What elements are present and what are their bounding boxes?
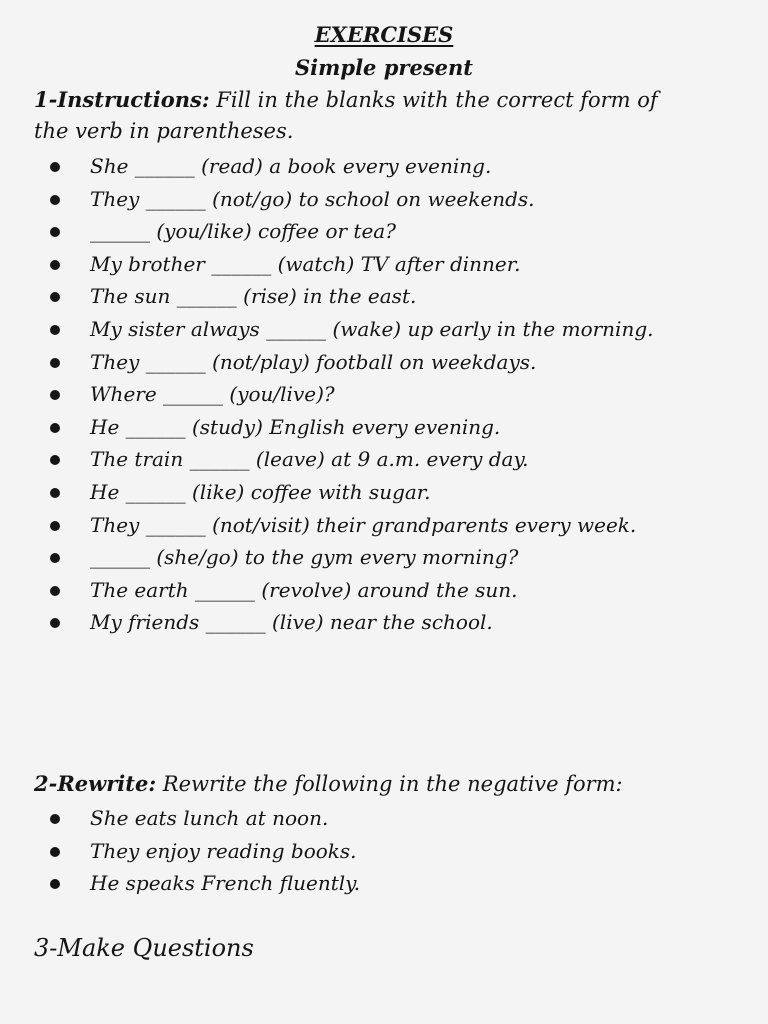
- bullet-icon: [50, 423, 60, 433]
- list-item: [0, 280, 690, 313]
- section2-list: [0, 802, 690, 900]
- section1-heading: [34, 87, 658, 112]
- section2-label: 2-Rewrite: [34, 771, 149, 796]
- bullet-icon: [50, 162, 60, 172]
- list-item-text: She eats lunch at noon.: [90, 806, 329, 830]
- list-item-text: The sun ______ (rise) in the east.: [90, 284, 417, 309]
- list-item: [0, 346, 690, 379]
- bullet-icon: [50, 195, 60, 205]
- bullet-icon: [50, 618, 60, 628]
- section3-heading: 3-Make Questions: [34, 934, 254, 962]
- list-item: [0, 867, 690, 900]
- list-item: [0, 183, 690, 216]
- list-item: [0, 541, 690, 574]
- list-item: [0, 411, 690, 444]
- list-item: [0, 835, 690, 868]
- list-item-text: He speaks French fluently.: [90, 871, 361, 896]
- list-item-text: The earth ______ (revolve) around the sun.: [90, 577, 518, 602]
- bullet-icon: [50, 260, 60, 270]
- list-item-text: My brother ______ (watch) TV after dinner.: [90, 251, 521, 276]
- list-item-text: They ______ (not/visit) their grandparents every week.: [90, 512, 637, 537]
- list-item-text: They ______ (not/go) to school on weekends.: [90, 186, 535, 211]
- list-item-text: My friends ______ (live) near the school.: [90, 610, 493, 635]
- list-item-text: He ______ (like) coffee with sugar.: [90, 479, 431, 504]
- list-item: [0, 443, 690, 476]
- bullet-icon: [50, 488, 60, 498]
- section1-instruction-line2: the verb in parentheses.: [34, 119, 294, 143]
- list-item-text: ______ (you/like) coffee or tea?: [90, 219, 396, 244]
- list-item: [0, 606, 690, 639]
- list-item-text: The train ______ (leave) at 9 a.m. every day.: [90, 447, 529, 472]
- bullet-icon: [50, 879, 60, 889]
- bullet-icon: [50, 325, 60, 335]
- list-item-text: Where ______ (you/live)?: [90, 382, 335, 407]
- bullet-icon: [50, 358, 60, 368]
- bullet-icon: [50, 455, 60, 465]
- list-item: [0, 150, 690, 183]
- bullet-icon: [50, 586, 60, 596]
- list-item-text: They enjoy reading books.: [90, 838, 357, 863]
- bullet-icon: [50, 553, 60, 563]
- page-title-text: EXERCISES: [314, 22, 454, 47]
- section2-heading: [34, 771, 623, 796]
- section2-separator: :: [148, 771, 157, 796]
- list-item: [0, 313, 690, 346]
- bullet-icon: [50, 227, 60, 237]
- page-subtitle: Simple present: [295, 55, 473, 80]
- section1-label: 1-Instructions: [34, 87, 202, 112]
- list-item-text: ______ (she/go) to the gym every morning?: [90, 545, 519, 570]
- bullet-icon: [50, 521, 60, 531]
- section1-instruction-line1: Fill in the blanks with the correct form of: [209, 88, 658, 112]
- section1-list: [0, 150, 690, 639]
- bullet-icon: [50, 292, 60, 302]
- list-item-text: He ______ (study) English every evening.: [90, 414, 501, 439]
- list-item-text: She ______ (read) a book every evening.: [90, 154, 492, 178]
- bullet-icon: [50, 847, 60, 857]
- list-item: [0, 248, 690, 281]
- list-item-text: My sister always ______ (wake) up early in the morning.: [90, 316, 654, 341]
- section2-instruction: Rewrite the following in the negative form:: [156, 772, 623, 796]
- bullet-icon: [50, 814, 60, 824]
- list-item: [0, 802, 690, 835]
- list-item: [0, 476, 690, 509]
- list-item: [0, 509, 690, 542]
- list-item: [0, 378, 690, 411]
- list-item: [0, 215, 690, 248]
- list-item-text: They ______ (not/play) football on weekdays.: [90, 349, 537, 374]
- page-title: [0, 22, 768, 47]
- list-item: [0, 574, 690, 607]
- section1-separator: :: [201, 87, 210, 112]
- bullet-icon: [50, 390, 60, 400]
